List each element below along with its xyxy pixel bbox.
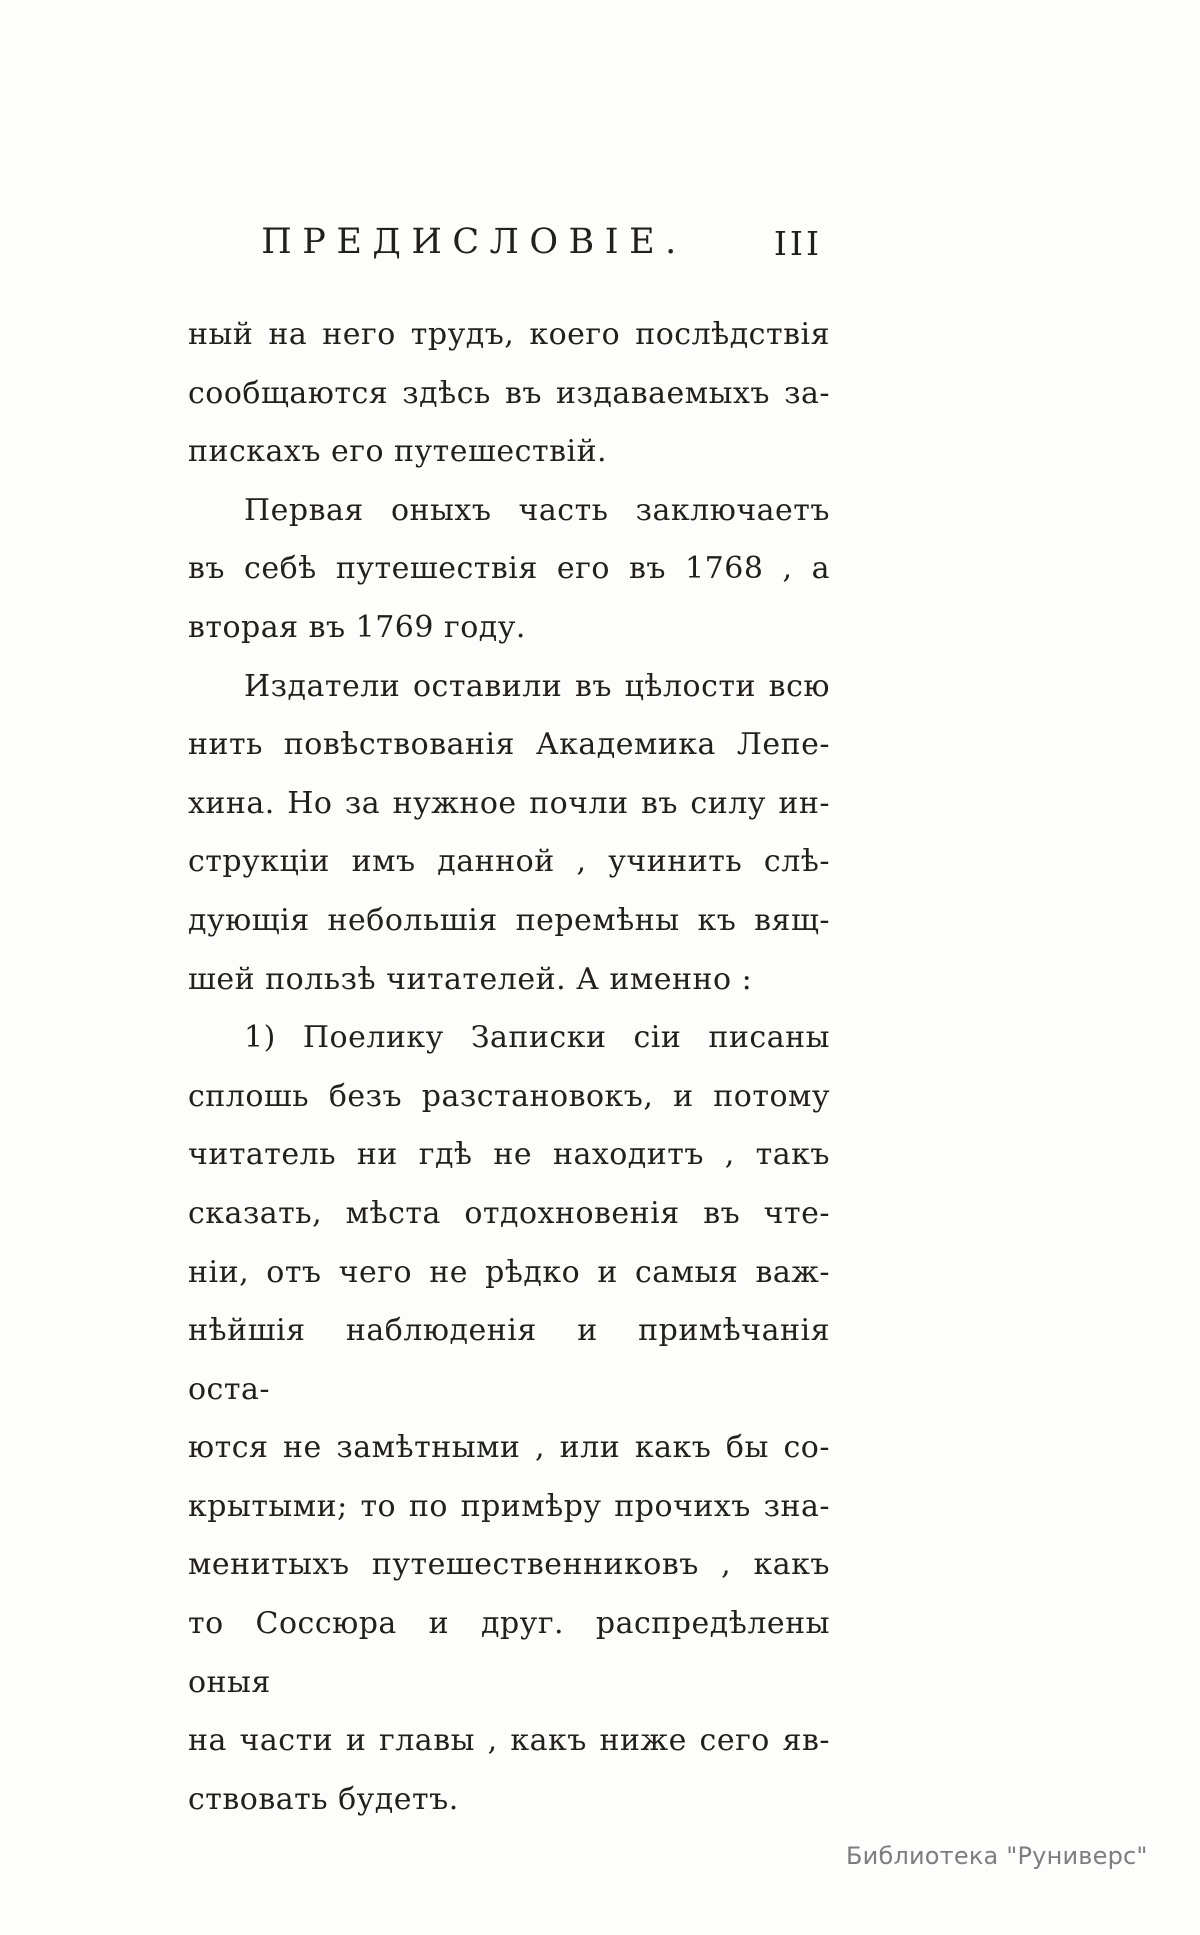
text-line: 1) Поелику Записки сіи писаны xyxy=(244,1020,830,1056)
text-line: то Соссюра и друг. распредѣлены оныя xyxy=(188,1606,830,1700)
text-line: въ себѣ путешествія его въ 1768 , а xyxy=(188,551,830,587)
text-line: пискахъ его путешествій. xyxy=(188,434,608,470)
text-line: читатель ни гдѣ не находитъ , такъ xyxy=(188,1137,830,1173)
text-line: Издатели оставили въ цѣлости всю xyxy=(244,668,830,704)
text-line: ніи, отъ чего не рѣдко и самыя важ- xyxy=(188,1254,830,1290)
text-line: Первая оныхъ часть заключаетъ xyxy=(244,492,830,528)
text-line: сообщаются здѣсь въ издаваемыхъ за- xyxy=(188,375,830,411)
text-line: хина. Но за нужное почли въ силу ин- xyxy=(188,785,830,821)
text-line: крытыми; то по примѣру прочихъ зна- xyxy=(188,1488,830,1524)
page-header xyxy=(188,222,830,270)
text-line: на части и главы , какъ ниже сего яв- xyxy=(188,1723,830,1759)
body-text-block xyxy=(188,306,830,1829)
text-line: менитыхъ путешественниковъ , какъ xyxy=(188,1547,830,1583)
text-line: сказать, мѣста отдохновенія въ чте- xyxy=(188,1195,830,1231)
text-line: сплошь безъ разстановокъ, и потому xyxy=(188,1078,830,1114)
text-line: дующія небольшія перемѣны къ вящ- xyxy=(188,902,830,938)
library-watermark: Библиотека "Руниверс" xyxy=(846,1842,1148,1870)
text-line: струкціи имъ данной , учинить слѣ- xyxy=(188,844,830,880)
text-line: вторая въ 1769 году. xyxy=(188,609,526,645)
text-line: ются не замѣтными , или какъ бы со- xyxy=(188,1430,830,1466)
text-line: ствовать будетъ. xyxy=(188,1781,459,1817)
page-number: III xyxy=(773,224,822,263)
text-line: ный на него трудъ, коего послѣдствія xyxy=(188,317,830,352)
running-title: ПРЕДИСЛОВІЕ. xyxy=(261,222,687,262)
text-line: шей пользѣ читателей. А именно : xyxy=(188,961,753,997)
text-line: нить повѣствованія Академика Лепе- xyxy=(188,727,830,763)
text-line: нѣйшія наблюденія и примѣчанія оста- xyxy=(188,1313,830,1407)
